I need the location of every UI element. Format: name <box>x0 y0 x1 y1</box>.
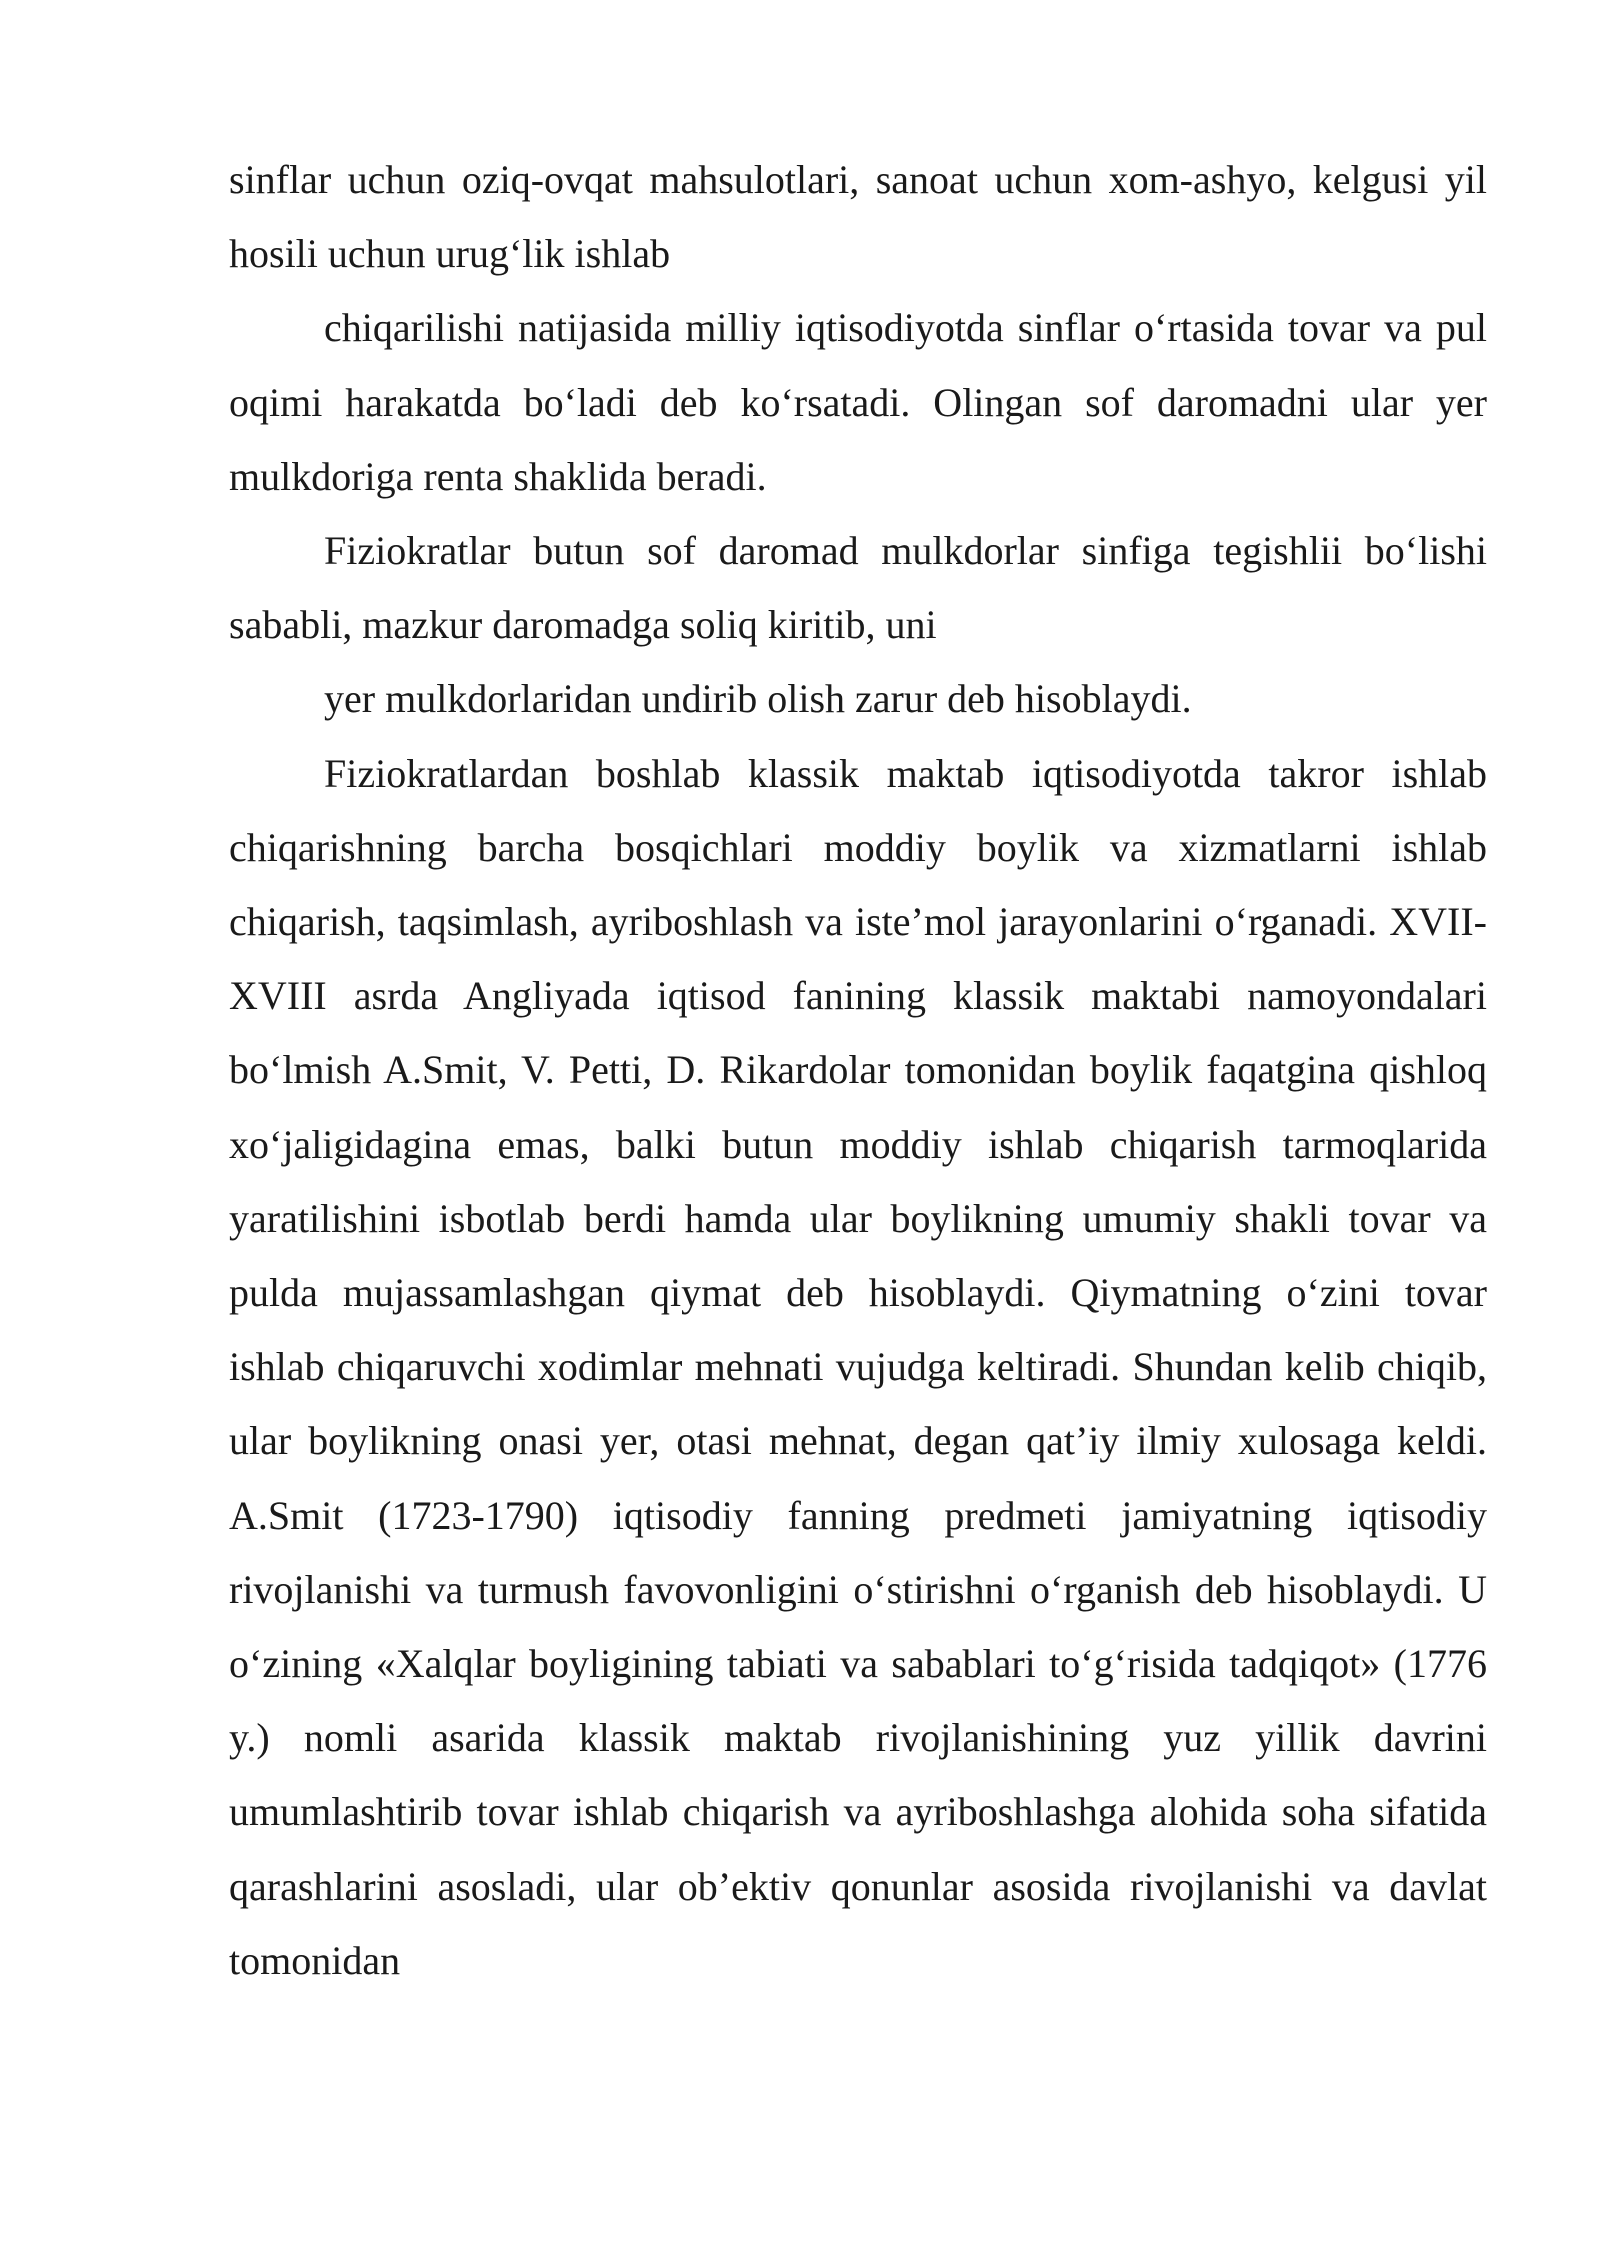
paragraph-2: chiqarilishi natijasida milliy iqtisodiyotda sinflar o‘rtasida tovar va pul oqimi harakatda bo‘ladi deb ko‘rsatadi. Olingan sof daromadni ular yer mulkdoriga renta shaklida beradi. <box>229 305 1487 499</box>
paragraph-3: Fiziokratlar butun sof daromad mulkdorlar sinfiga tegishlii bo‘lishi sababli, mazkur daromadga soliq kiritib, uni <box>229 528 1487 648</box>
paragraph-4: yer mulkdorlaridan undirib olish zarur deb hisoblaydi. <box>324 676 1192 722</box>
paragraph-5: Fiziokratlardan boshlab klassik maktab iqtisodiyotda takror ishlab chiqarishning barcha bosqichlari moddiy boylik va xizmatlarni ishlab chiqarish, taqsimlash, ayriboshlash va iste’mol jarayonlarini o‘rganadi. XVII-XVIII asrda Angliyada iqtisod fanining klassik maktabi namoyondalari bo‘lmish A.Smit, V. Petti, D. Rikardolar tomonidan boylik faqatgina qishloq xo‘jaligidagina emas, balki butun moddiy ishlab chiqarish tarmoqlarida yaratilishini isbotlab berdi hamda ular boylikning umumiy shakli tovar va pulda mujassamlashgan qiymat deb hisoblaydi. Qiymatning o‘zini tovar ishlab chiqaruvchi xodimlar mehnati vujudga keltiradi. Shundan kelib chiqib, ular boylikning onasi yer, otasi mehnat, degan qat’iy ilmiy xulosaga keldi. A.Smit (1723-1790) iqtisodiy fanning predmeti jamiyatning iqtisodiy rivojlanishi va turmush favovonligini o‘stirishni o‘rganish deb hisoblaydi. U o‘zining «Xalqlar boyligining tabiati va sabablari to‘g‘risida tadqiqot» (1776 y.) nomli asarida klassik maktab rivojlanishining yuz yillik davrini umumlashtirib tovar ishlab chiqarish va ayriboshlashga alohida soha sifatida qarashlarini asosladi, ular ob’ektiv qonunlar asosida rivojlanishi va davlat tomonidan <box>229 750 1487 1983</box>
paragraph-1: sinflar uchun oziq-ovqat mahsulotlari, sanoat uchun xom-ashyo, kelgusi yil hosili uchun urug‘lik ishlab <box>229 157 1487 277</box>
body-text <box>229 143 1487 1998</box>
